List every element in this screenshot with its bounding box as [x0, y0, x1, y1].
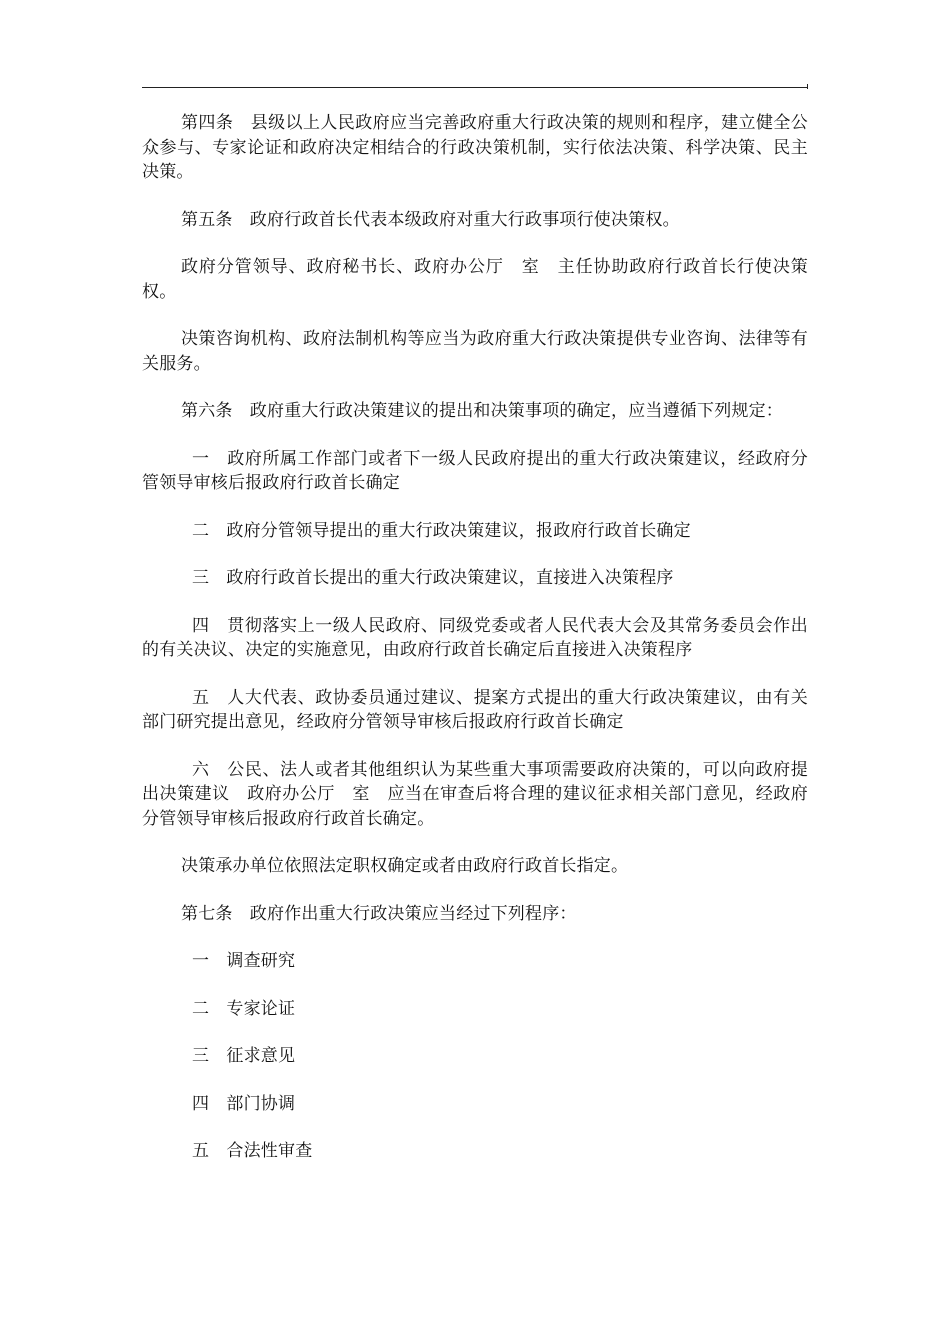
list-item: 四 部门协调	[192, 1093, 296, 1114]
list-item: 二 政府分管领导提出的重大行政决策建议，报政府行政首长确定	[192, 520, 691, 541]
list-item: 二 专家论证	[192, 998, 296, 1019]
list-item: 三 征求意见	[192, 1046, 296, 1066]
list-item: 四 贯彻落实上一级人民政府、同级党委或者人民代表大会及其常务委员会作出的有关决议、决定的实施意见，由政府行政首长确定后直接进入决策程序	[142, 615, 808, 660]
header-rule	[142, 87, 808, 88]
article-6-paragraph: 第六条 政府重大行政决策建议的提出和决策事项的确定，应当遵循下列规定：	[181, 401, 783, 421]
list-item: 一 政府所属工作部门或者下一级人民政府提出的重大行政决策建议，经政府分管领导审核后报政府行政首长确定	[142, 448, 808, 493]
document-body	[142, 111, 808, 1187]
body-paragraph: 决策咨询机构、政府法制机构等应当为政府重大行政决策提供专业咨询、法律等有关服务。	[142, 329, 808, 374]
list-item: 六 公民、法人或者其他组织认为某些重大事项需要政府决策的，可以向政府提出决策建议 政府办公厅 室 应当在审查后将合理的建议征求相关部门意见，经政府分管领导审核后报政府行政首长确定。	[142, 759, 808, 829]
list-item: 三 政府行政首长提出的重大行政决策建议，直接进入决策程序	[192, 568, 674, 588]
article-7-paragraph: 第七条 政府作出重大行政决策应当经过下列程序：	[181, 903, 577, 924]
article-4-paragraph: 第四条 县级以上人民政府应当完善政府重大行政决策的规则和程序，建立健全公众参与、专家论证和政府决定相结合的行政决策机制，实行依法决策、科学决策、民主决策。	[142, 113, 808, 182]
list-item: 五 合法性审查	[192, 1141, 313, 1161]
list-item: 五 人大代表、政协委员通过建议、提案方式提出的重大行政决策建议，由有关部门研究提出意见，经政府分管领导审核后报政府行政首长确定	[142, 687, 808, 732]
article-5-paragraph: 第五条 政府行政首长代表本级政府对重大行政事项行使决策权。	[181, 209, 680, 230]
list-item: 一 调查研究	[192, 951, 296, 971]
body-paragraph: 决策承办单位依照法定职权确定或者由政府行政首长指定。	[181, 856, 629, 876]
body-paragraph: 政府分管领导、政府秘书长、政府办公厅 室 主任协助政府行政首长行使决策权。	[142, 257, 808, 302]
header-rule-end-mark	[807, 84, 808, 89]
